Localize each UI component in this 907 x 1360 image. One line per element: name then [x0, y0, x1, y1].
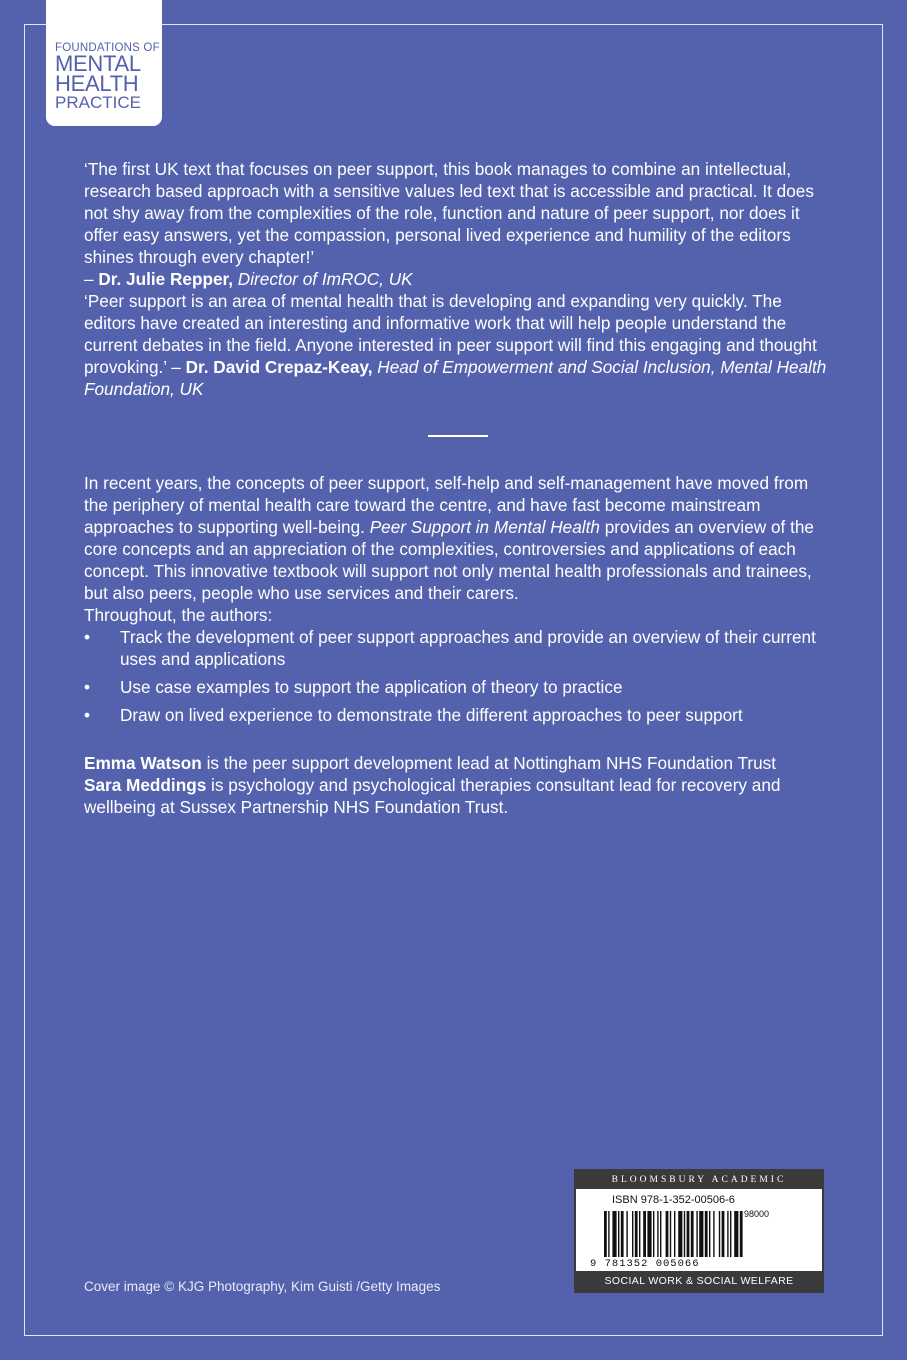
barcode-bar [699, 1211, 703, 1257]
list-item [84, 626, 832, 670]
quote-1-dash: – [84, 269, 99, 289]
author-bio-2 [84, 774, 832, 818]
barcode-bar [639, 1211, 640, 1257]
barcode-bar [647, 1211, 651, 1257]
cover-image-credit: Cover image © KJG Photography, Kim Guisti /Getty Images [84, 1279, 441, 1294]
author-2-bio: is psychology and psychological therapies consultant lead for recovery and wellbeing at Sussex Partnership NHS Foundation Trust. [84, 775, 781, 817]
quote-1-author: Dr. Julie Repper, [98, 269, 234, 289]
bullet-icon: • [84, 705, 91, 725]
author-2-name: Sara Meddings [84, 775, 207, 795]
barcode-bar [719, 1211, 720, 1257]
barcode-bar [734, 1211, 738, 1257]
barcode-bar [722, 1211, 725, 1257]
barcode-bar [643, 1211, 646, 1257]
list-item-text: Track the development of peer support approaches and provide an overview of their current uses and applications [120, 627, 816, 669]
quote-1-role: Director of ImROC, UK [233, 269, 413, 289]
barcode-bar [713, 1211, 714, 1257]
back-cover-text [84, 158, 832, 818]
barcode-bar [705, 1211, 708, 1257]
list-item [84, 676, 832, 698]
endorsement-quote-1 [84, 158, 832, 290]
quote-2-role: Head of Empowerment and Social Inclusion, Mental Health Foundation, UK [84, 357, 827, 399]
barcode-bar [740, 1211, 743, 1257]
endorsement-quote-2 [84, 290, 832, 400]
barcode-bar [626, 1211, 627, 1257]
series-logo-line4: PRACTICE [55, 93, 141, 112]
barcode-digits: 9 781352 005066 [590, 1258, 700, 1270]
barcode-bar [657, 1211, 658, 1257]
list-item [84, 704, 832, 726]
barcode-bar [674, 1211, 675, 1257]
book-title: Peer Support in Mental Health [369, 517, 600, 537]
barcode-bar [660, 1211, 661, 1257]
barcode-bar [678, 1211, 682, 1257]
author-bio-1 [84, 752, 832, 774]
series-logo-line3: HEALTH [55, 71, 139, 96]
description-part-2: provides an overview of the core concepts and an appreciation of the complexities, controversies and applications of each concept. This innovative textbook will support not only mental health professionals and trainees, but also peers, people who use services and their carers. [84, 517, 814, 603]
barcode-bar [730, 1211, 731, 1257]
quote-1-text: ‘The first UK text that focuses on peer support, this book manages to combine an intellectual, research based approach with a sensitive values led text that is accessible and practical. It does not shy away from the complexities of the role, function and nature of peer support, nor does it offer easy answers, yet the compassion, personal lived experience and humility of the editors shines through every chapter!’ [84, 159, 814, 267]
subject-category: SOCIAL WORK & SOCIAL WELFARE [576, 1271, 822, 1291]
barcode-bar [632, 1211, 633, 1257]
barcode-bar [618, 1211, 619, 1257]
barcode-bar [696, 1211, 697, 1257]
series-logo-line2: MENTAL [55, 51, 141, 76]
list-item-text: Use case examples to support the application of theory to practice [120, 677, 623, 697]
barcode-bar [727, 1211, 728, 1257]
series-logo-line1: FOUNDATIONS OF [55, 42, 160, 54]
barcode-bar [612, 1211, 616, 1257]
bullet-icon: • [84, 627, 91, 647]
barcode-bar [709, 1211, 710, 1257]
barcode-bar [608, 1211, 609, 1257]
description-part-1: In recent years, the concepts of peer support, self-help and self-management have moved from the periphery of mental health care toward the centre, and have fast become mainstream approaches to supporting well-being. [84, 473, 809, 537]
isbn-text: ISBN 978-1-352-00506-6 [612, 1194, 735, 1206]
barcode-bar [687, 1211, 690, 1257]
barcode-bar [653, 1211, 654, 1257]
quote-2-author: Dr. David Crepaz-Keay, [185, 357, 373, 377]
barcode-bar [691, 1211, 694, 1257]
barcode-bar [670, 1211, 671, 1257]
author-1-bio: is the peer support development lead at Nottingham NHS Foundation Trust [201, 753, 776, 773]
feature-list [84, 626, 832, 726]
price-code: 98000 [744, 1209, 770, 1219]
throughout-intro: Throughout, the authors: [84, 605, 273, 625]
book-description [84, 472, 832, 604]
publisher-name: BLOOMSBURY ACADEMIC [576, 1171, 822, 1189]
barcode-bar [621, 1211, 624, 1257]
barcode-panel [574, 1169, 824, 1293]
barcode-bar [604, 1211, 607, 1257]
list-item-text: Draw on lived experience to demonstrate the different approaches to peer support [120, 705, 743, 725]
barcode-graphic [602, 1211, 792, 1257]
barcode-bar [635, 1211, 638, 1257]
quote-2-text: ‘Peer support is an area of mental health that is developing and expanding very quickly. The editors have created an interesting and informative work that will help people understand the current debates in the field. Anyone interested in peer support will find this engaging and thought provoking.’ – [84, 291, 817, 377]
author-1-name: Emma Watson [84, 753, 202, 773]
barcode-bar [666, 1211, 669, 1257]
barcode-bar [684, 1211, 685, 1257]
bullet-icon: • [84, 677, 91, 697]
section-divider [428, 435, 488, 437]
series-logo [46, 0, 162, 126]
